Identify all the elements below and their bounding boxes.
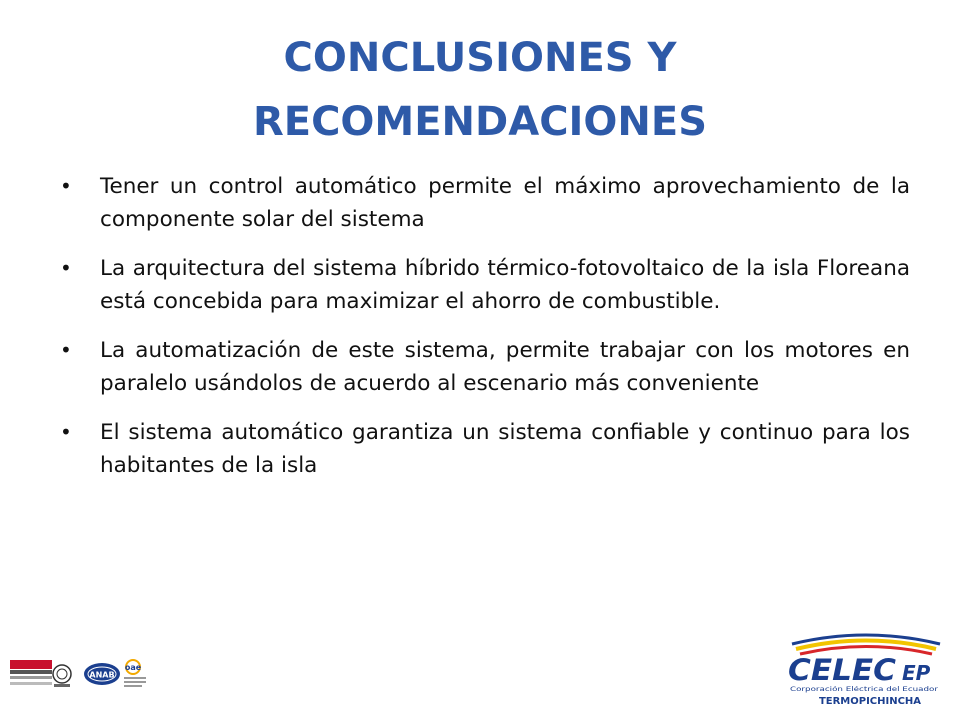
oae-logo	[124, 660, 146, 687]
bullet-dot-icon: •	[60, 338, 72, 362]
celec-suffix: EP	[902, 661, 931, 685]
certification-logos	[10, 656, 170, 696]
bullet-item	[58, 334, 910, 400]
slide-title	[0, 26, 960, 154]
slide-title-line-1: CONCLUSIONES Y	[283, 35, 677, 81]
bullet-list	[58, 170, 910, 498]
celec-unit: TERMOPICHINCHA	[818, 696, 922, 707]
bullet-item	[58, 416, 910, 482]
bullet-dot-icon: •	[60, 420, 72, 444]
bullet-dot-icon: •	[60, 256, 72, 280]
bullet-item	[58, 252, 910, 318]
celec-name: CELEC	[788, 653, 896, 687]
slide-title-line-2: RECOMENDACIONES	[252, 99, 708, 145]
bullet-dot-icon: •	[60, 174, 72, 198]
anab-logo	[84, 663, 120, 685]
celec-tagline: Corporación Eléctrica del Ecuador	[790, 686, 939, 693]
bullet-text: La automatización de este sistema, permite trabajar con los motores en paralelo usándolos de acuerdo al escenario más conveniente	[100, 338, 910, 396]
bullet-text: El sistema automático garantiza un sistema confiable y continuo para los habitantes de la isla	[100, 420, 910, 478]
celec-ep-logo	[786, 628, 946, 710]
oae-text: oae	[124, 663, 142, 672]
bureau-veritas-logo	[10, 660, 71, 687]
anab-text: ANAB	[89, 670, 115, 680]
bullet-item	[58, 170, 910, 236]
bullet-text: Tener un control automático permite el máximo aprovechamiento de la componente solar del sistema	[100, 174, 910, 232]
bullet-text: La arquitectura del sistema híbrido térmico-fotovoltaico de la isla Floreana está concebida para maximizar el ahorro de combustible.	[100, 256, 910, 314]
